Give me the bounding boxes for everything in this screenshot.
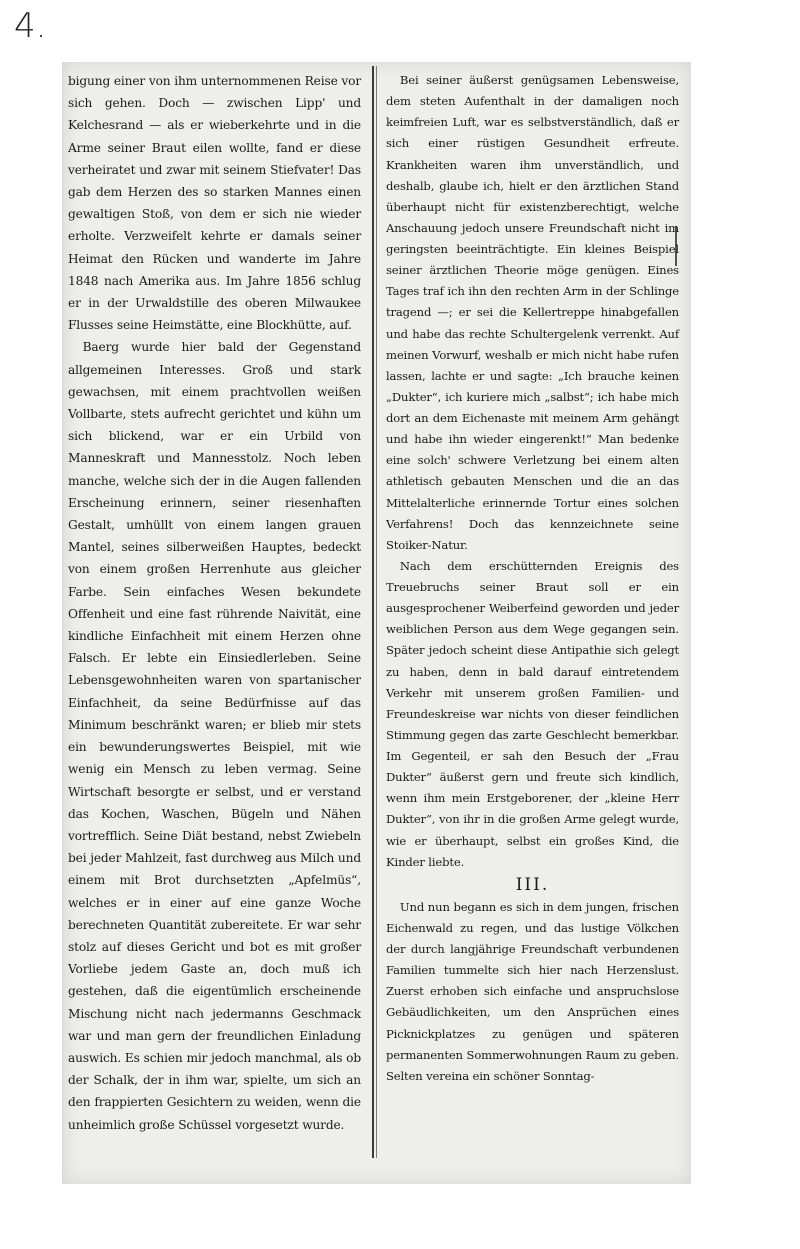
page-number: 4. xyxy=(14,6,47,46)
section-heading: III. xyxy=(515,874,550,895)
right-column xyxy=(386,70,679,1087)
column-divider-inner xyxy=(376,66,377,1158)
paragraph: bigung einer von ihm unternommenen Reise vor sich gehen. Doch — zwischen Lipp' und Kelchesrand — als er wieberkehrte und in die Arme seiner Braut eilen wollte, fand er diese verheiratet und zwar mit seinem Stiefvater! Das gab dem Herzen des so starken Mannes einen gewaltigen Stoß, von dem er sich nie wieder erholte. Verzweifelt kehrte er damals seiner Heimat den Rücken und wanderte im Jahre 1848 nach Amerika aus. Im Jahre 1856 schlug er in der Urwaldstille des oberen Milwaukee Flusses seine Heimstätte, eine Blockhütte, auf. xyxy=(68,74,361,333)
paragraph: Nach dem erschütternden Ereignis des Treuebruchs seiner Braut soll er ein ausgesprochener Weiberfeind geworden und jeder weiblichen Person aus dem Wege gegangen sein. Später jedoch scheint diese Antipathie sich gelegt zu haben, denn in bald darauf eintretendem Verkehr mit unserem großen Familien- und Freundeskreise war nichts von dieser feindlichen Stimmung gegen das zarte Geschlecht bemerkbar. Im Gegenteil, er sah den Besuch der „Frau Dukter“ äußerst gern und freute sich kindlich, wenn ihm mein Erstgeborener, der „kleine Herr Dukter“, von ihr in die großen Arme gelegt wurde, wie er überhaupt, selbst ein großes Kind, die Kinder liebte. xyxy=(386,558,679,869)
left-column xyxy=(68,70,361,1136)
paragraph: Baerg wurde hier bald der Gegenstand allgemeinen Interesses. Groß und stark gewachsen, mit einem prachtvollen weißen Vollbarte, stets aufrecht gerichtet und kühn um sich blickend, war er ein Urbild von Manneskraft und Mannesstolz. Noch leben manche, welche sich der in die Augen fallenden Erscheinung erinnern, seiner riesenhaften Gestalt, umhüllt von einem langen grauen Mantel, seines silberweißen Hauptes, bedeckt von einem großen Herrenhute aus gleicher Farbe. Sein einfaches Wesen bekundete Offenheit und eine fast rührende Naivität, eine kindliche Einfachheit mit einem Herzen ohne Falsch. Er lebte ein Einsiedlerleben. Seine Lebensgewohnheiten waren von spartanischer Einfachheit, da seine Bedürfnisse auf das Minimum beschränkt waren; er blieb mir stets ein bewunderungswertes Beispiel, mit wie wenig ein Mensch zu leben vermag. Seine Wirtschaft besorgte er selbst, und er verstand das Kochen, Waschen, Bügeln und Nähen vortrefflich. Seine Diät bestand, nebst Zwiebeln bei jeder Mahlzeit, fast durchweg aus Milch und einem mit Brot durchsetzten „Apfelmüs“, welches er in einer auf eine ganze Woche berechneten Quantität zubereitete. Er war sehr stolz auf dieses Gericht und bot es mit großer Vorliebe jedem Gaste an, doch muß ich gestehen, daß die eigentümlich erscheinende Mischung nicht nach jedermanns Geschmack war und man gern der freundlichen Einladung auswich. Es schien mir jedoch manchmal, als ob der Schalk, der in ihm war, spielte, um sich an den frappierten Gesichtern zu weiden, wenn die unheimlich große Schüssel vorgesetzt wurde. xyxy=(68,340,361,1132)
column-divider xyxy=(372,66,374,1158)
paragraph: Und nun begann es sich in dem jungen, frischen Eichenwald zu regen, und das lustige Völkchen der durch langjährige Freundschaft verbundenen Familien tummelte sich hier nach Herzenslust. Zuerst erhoben sich einfache und anspruchslose Gebäudlichkeiten, um den Ansprüchen eines Picknickplatzes zu genügen und späteren permanenten Sommerwohnungen Raum zu geben. Selten vereina ein schöner Sonntag- xyxy=(386,899,679,1083)
paragraph: Bei seiner äußerst genügsamen Lebensweise, dem steten Aufenthalt in der damaligen noch keimfreien Luft, war es selbstverständlich, daß er sich einer rüstigen Gesundheit erfreute. Krankheiten waren ihm unverständlich, und deshalb, glaube ich, hielt er den ärztlichen Stand überhaupt nicht für existenzberechtigt, welche Anschauung jedoch unsere Freundschaft nicht im geringsten beeinträchtigte. Ein kleines Beispiel seiner ärztlichen Theorie möge genügen. Eines Tages traf ich ihn den rechten Arm in der Schlinge tragend —; er sei die Kellertreppe hinabgefallen und habe das rechte Schultergelenk verrenkt. Auf meinen Vorwurf, weshalb er mich nicht habe rufen lassen, lachte er und sagte: „Ich brauche keinen „Dukter“, ich kuriere mich „salbst“; ich habe mich dort an dem Eichenaste mit meinem Arm gehängt und habe ihn wieder eingerenkt!“ Man bedenke eine solch' schwere Verletzung bei einem alten athletisch gebauten Menschen und die an das Mittelalterliche erinnernde Tortur eines solchen Verfahrens! Doch das kennzeichnete seine Stoiker-Natur. xyxy=(386,73,679,552)
